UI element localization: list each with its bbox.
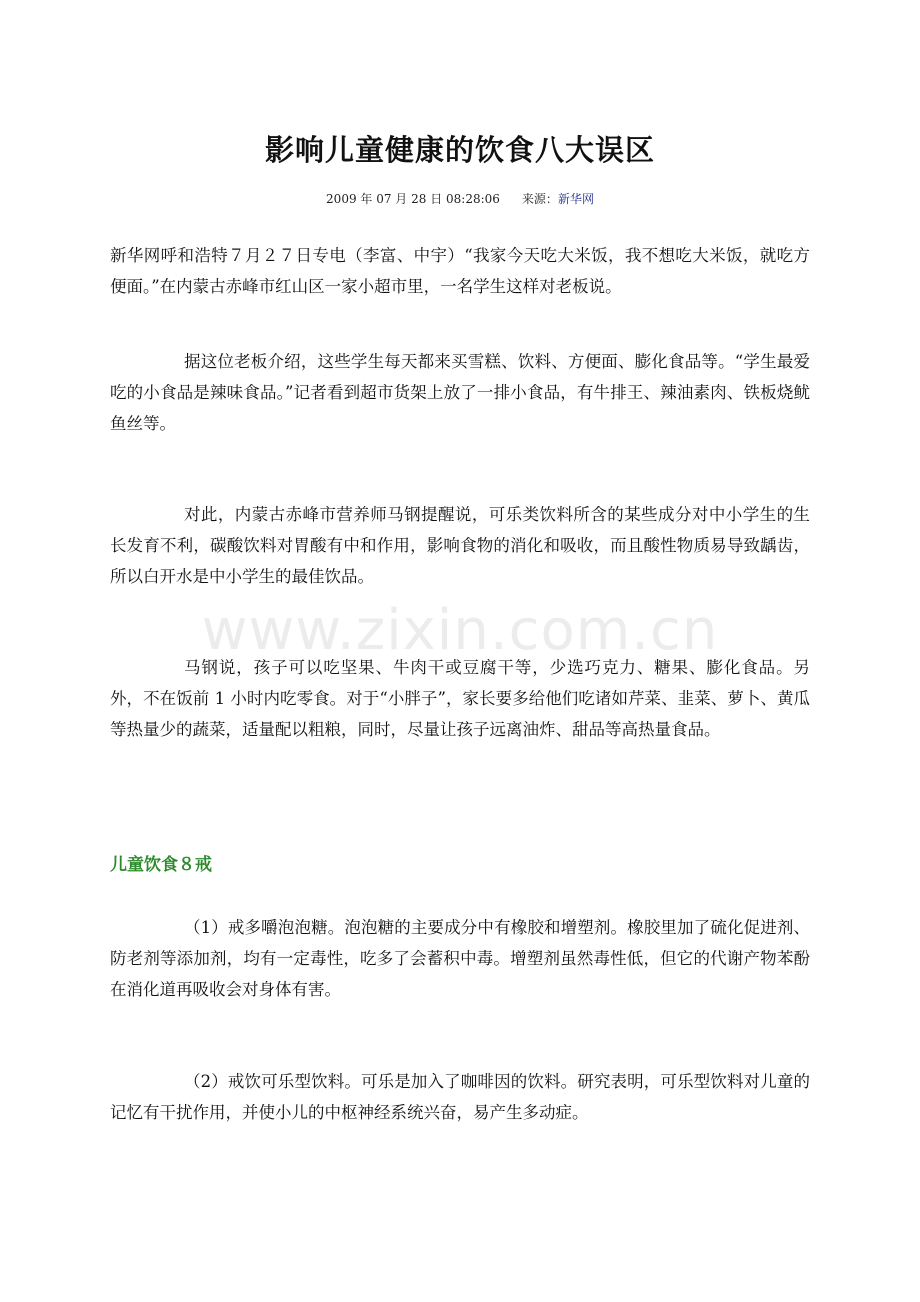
- rule-item-2: （2）戒饮可乐型饮料。可乐是加入了咖啡因的饮料。研究表明，可乐型饮料对儿童的记忆有干扰作用，并使小儿的中枢神经系统兴奋，易产生多动症。: [110, 1072, 810, 1122]
- source-link[interactable]: 新华网: [557, 192, 594, 206]
- article-title: 影响儿童健康的饮食八大误区: [264, 133, 655, 167]
- paragraph-intro: 新华网呼和浩特７月２７日专电（李富、中宇）“我家今天吃大米饭，我不想吃大米饭，就吃方便面。”在内蒙古赤峰市红山区一家小超市里，一名学生这样对老板说。: [110, 246, 810, 296]
- paragraph-advice: 马钢说，孩子可以吃坚果、牛肉干或豆腐干等，少选巧克力、糖果、膨化食品。另外，不在饭前 1 小时内吃零食。对于“小胖子”，家长要多给他们吃诸如芹菜、韭菜、萝卜、黄瓜等热量少的蔬菜，适量配以粗粮，同时，尽量让孩子远离油炸、甜品等高热量食品。: [110, 658, 810, 739]
- publish-datetime: 2009 年 07 月 28 日 08:28:06: [326, 192, 500, 206]
- section-heading: 儿童饮食８戒: [110, 855, 212, 875]
- paragraph-shop-owner: 据这位老板介绍，这些学生每天都来买雪糕、饮料、方便面、膨化食品等。“学生最爱吃的小食品是辣味食品。”记者看到超市货架上放了一排小食品，有牛排王、辣油素肉、铁板烧鱿鱼丝等。: [110, 352, 810, 433]
- source-label: 来源：: [521, 192, 558, 206]
- rule-item-1: （1）戒多嚼泡泡糖。泡泡糖的主要成分中有橡胶和增塑剂。橡胶里加了硫化促进剂、防老剂等添加剂，均有一定毒性，吃多了会蓄积中毒。增塑剂虽然毒性低，但它的代谢产物苯酚在消化道再吸收会对身体有害。: [110, 918, 810, 999]
- watermark: www.zixin.com.cn: [201, 598, 719, 663]
- article-meta: [0, 190, 920, 207]
- paragraph-nutritionist: 对此，内蒙古赤峰市营养师马钢提醒说，可乐类饮料所含的某些成分对中小学生的生长发育不利，碳酸饮料对胃酸有中和作用，影响食物的消化和吸收，而且酸性物质易导致龋齿，所以白开水是中小学生的最佳饮品。: [110, 505, 810, 586]
